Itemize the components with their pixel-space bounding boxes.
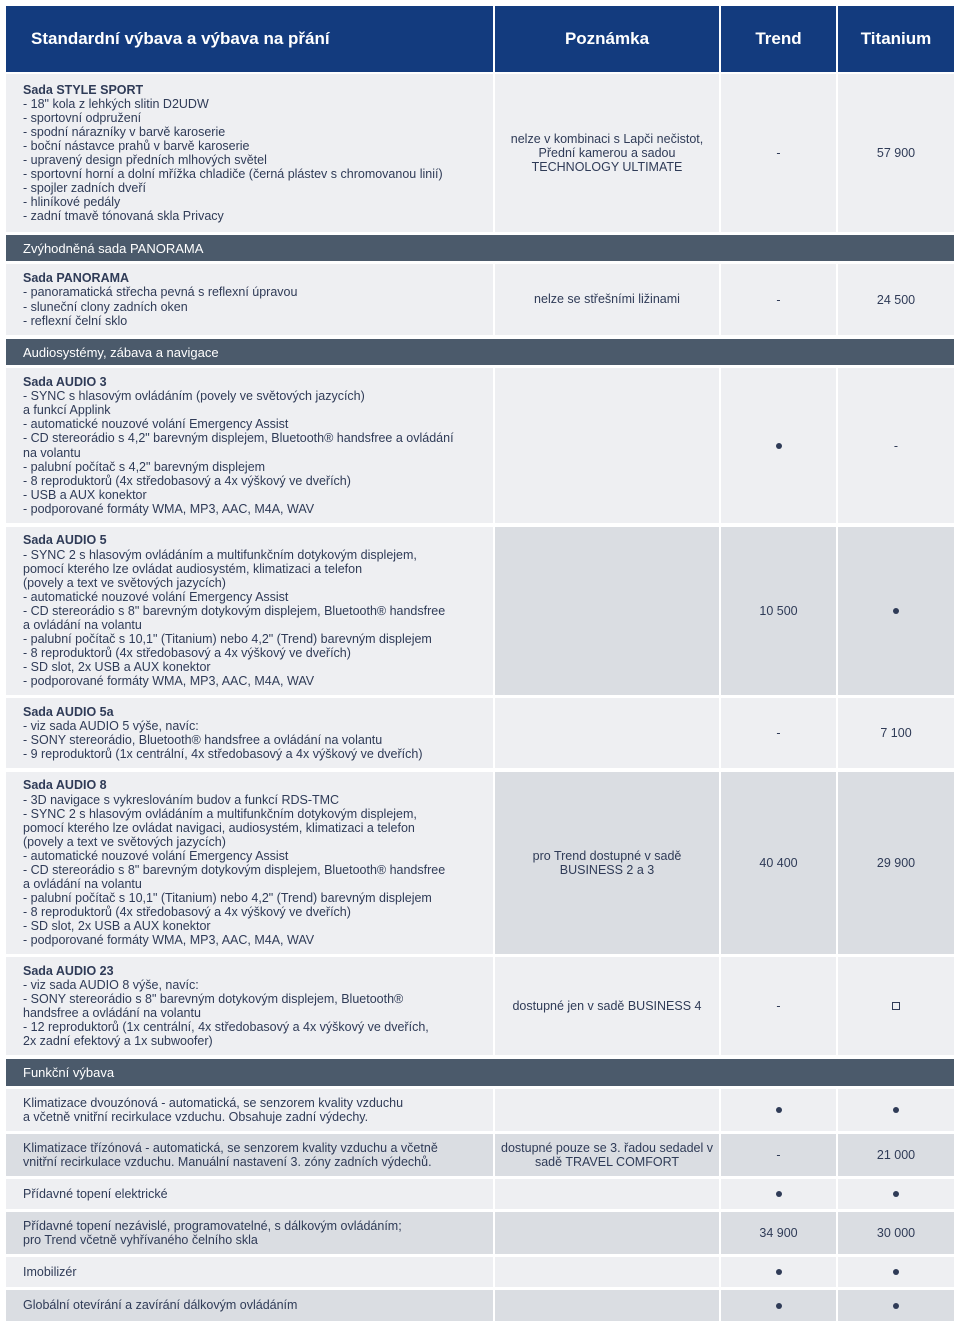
row-line: - viz sada AUDIO 8 výše, navíc: (23, 977, 199, 992)
standard-dot-icon (776, 1303, 782, 1309)
row-audio3-trend (721, 368, 836, 523)
standard-dot-icon (893, 1303, 899, 1309)
row-line: - CD stereorádio s 8" barevným dotykovým displejem, Bluetooth® handsfree (23, 603, 446, 618)
row-audio8-desc (6, 772, 493, 954)
row-title: Sada AUDIO 5a (23, 704, 114, 719)
row-line: Přídavné topení nezávislé, programovatelné, s dálkovým ovládáním; (23, 1218, 402, 1233)
row-line: a ovládání na volantu (23, 877, 142, 892)
row-line: Klimatizace dvouzónová - automatická, se senzorem kvality vzduchu (23, 1095, 404, 1110)
row-topeni-el-desc (6, 1179, 493, 1209)
row-line: - 12 reproduktorů (1x centrální, 4x středobasový a 4x výškový ve dveřích, (23, 1020, 429, 1035)
row-otevirani-note (495, 1290, 719, 1321)
row-line: - 8 reproduktorů (4x středobasový a 4x výškový ve dveřích) (23, 646, 351, 661)
row-klima3-trend: - (721, 1134, 836, 1176)
row-audio8-note: pro Trend dostupné v sadě BUSINESS 2 a 3 (495, 772, 719, 954)
row-line: - CD stereorádio s 4,2" barevným displejem, Bluetooth® handsfree a ovládání (23, 431, 454, 446)
row-klima3-note: dostupné pouze se 3. řadou sedadel v sadě TRAVEL COMFORT (495, 1134, 719, 1176)
row-topeni-el-titanium (838, 1179, 954, 1209)
option-box-icon (892, 1002, 900, 1010)
row-klima2-note (495, 1089, 719, 1131)
row-otevirani-trend (721, 1290, 836, 1321)
row-otevirani-desc (6, 1290, 493, 1321)
row-line: - sluneční clony zadních oken (23, 299, 188, 314)
row-line: Klimatizace třízónová - automatická, se senzorem kvality vzduchu a včetně (23, 1140, 438, 1155)
row-line: Globální otevírání a zavírání dálkovým ovládáním (23, 1298, 298, 1313)
row-audio3-titanium: - (838, 368, 954, 523)
section-panorama: Zvýhodněná sada PANORAMA (6, 235, 954, 261)
row-title: Sada AUDIO 23 (23, 963, 114, 978)
row-line: - CD stereorádio s 8" barevným dotykovým displejem, Bluetooth® handsfree (23, 863, 446, 877)
row-audio5a-note (495, 698, 719, 768)
row-panorama-desc (6, 264, 493, 335)
row-style-sport-desc (6, 74, 493, 232)
row-klima2-trend (721, 1089, 836, 1131)
row-line: vnitřní recirkulace vzduchu. Manuální nastavení 3. zóny zadních výdechů. (23, 1155, 432, 1169)
row-audio5-trend: 10 500 (721, 527, 836, 695)
row-audio5-desc (6, 527, 493, 695)
row-line: - palubní počítač s 10,1" (Titanium) nebo 4,2" (Trend) barevným displejem (23, 891, 432, 906)
row-line: - hliníkové pedály (23, 195, 121, 210)
row-audio23-titanium (838, 957, 954, 1055)
row-line: - 3D navigace s vykreslováním budov a funkcí RDS-TMC (23, 792, 340, 807)
standard-dot-icon (776, 1191, 782, 1197)
row-line: - 9 reproduktorů (1x centrální, 4x středobasový a 4x výškový ve dveřích) (23, 747, 423, 762)
standard-dot-icon (893, 1269, 899, 1275)
row-audio23-desc (6, 957, 493, 1055)
row-line: - 18" kola z lehkých slitin D2UDW (23, 96, 209, 111)
row-line: - sportovní odpružení (23, 110, 142, 125)
row-imobilizer-trend (721, 1257, 836, 1287)
row-line: a včetně vnitřní recirkulace vzduchu. Obsahuje zadní výdechy. (23, 1110, 369, 1124)
row-line: - viz sada AUDIO 5 výše, navíc: (23, 718, 199, 733)
row-line: - automatické nouzové volání Emergency Assist (23, 589, 289, 604)
row-line: - spojler zadních dveří (23, 181, 146, 196)
row-line: - upravený design předních mlhových světel (23, 153, 267, 167)
row-audio3-note (495, 368, 719, 523)
row-line: - automatické nouzové volání Emergency Assist (23, 417, 289, 432)
row-line: (povely a text ve světových jazycích) (23, 834, 226, 849)
row-panorama-note: nelze se střešními ližinami (495, 264, 719, 335)
row-style-sport-note: nelze v kombinaci s Lapči nečistot, Přední kamerou a sadou TECHNOLOGY ULTIMATE (495, 74, 719, 232)
row-topeni-el-note (495, 1179, 719, 1209)
row-klima3-desc (6, 1134, 493, 1176)
row-topeni-nez-titanium: 30 000 (838, 1212, 954, 1254)
row-imobilizer-titanium (838, 1257, 954, 1287)
row-line: na volantu (23, 445, 81, 460)
row-imobilizer-note (495, 1257, 719, 1287)
row-klima2-desc (6, 1089, 493, 1131)
row-line: handsfree a ovládání na volantu (23, 1006, 201, 1020)
row-topeni-el-trend (721, 1179, 836, 1209)
row-klima2-titanium (838, 1089, 954, 1131)
row-line: (povely a text ve světových jazycích) (23, 575, 226, 590)
standard-dot-icon (776, 443, 782, 449)
row-line: - zadní tmavě tónovaná skla Privacy (23, 209, 224, 224)
row-line: - palubní počítač s 10,1" (Titanium) nebo 4,2" (Trend) barevným displejem (23, 632, 432, 647)
section-funkcni: Funkční výbava (6, 1059, 954, 1086)
row-panorama-titanium: 24 500 (838, 264, 954, 335)
row-title: Sada STYLE SPORT (23, 82, 144, 97)
row-line: pomocí kterého lze ovládat audiosystém, klimatizaci a telefon (23, 561, 363, 576)
header-trend: Trend (721, 6, 836, 72)
row-line: pomocí kterého lze ovládat navigaci, audiosystém, klimatizaci a telefon (23, 820, 415, 835)
row-audio8-trend: 40 400 (721, 772, 836, 954)
row-line: 2x zadní efektový a 1x subwoofer) (23, 1034, 213, 1049)
row-line: - podporované formáty WMA, MP3, AAC, M4A, WAV (23, 674, 315, 689)
row-audio5-note (495, 527, 719, 695)
row-title: Sada PANORAMA (23, 271, 130, 286)
row-audio5a-desc (6, 698, 493, 768)
header-note: Poznámka (495, 6, 719, 72)
row-line: - reflexní čelní sklo (23, 313, 128, 328)
row-audio5a-trend: - (721, 698, 836, 768)
row-klima3-titanium: 21 000 (838, 1134, 954, 1176)
row-title: Sada AUDIO 5 (23, 533, 107, 548)
header-titanium: Titanium (838, 6, 954, 72)
row-line: Imobilizér (23, 1264, 77, 1279)
row-audio8-titanium: 29 900 (838, 772, 954, 954)
row-line: - spodní nárazníky v barvě karoserie (23, 124, 226, 139)
row-line: - SONY stereorádio s 8" barevným dotykovým displejem, Bluetooth® (23, 991, 404, 1006)
row-topeni-nez-trend: 34 900 (721, 1212, 836, 1254)
standard-dot-icon (893, 1107, 899, 1113)
row-audio23-note: dostupné jen v sadě BUSINESS 4 (495, 957, 719, 1055)
standard-dot-icon (776, 1107, 782, 1113)
row-line: - SD slot, 2x USB a AUX konektor (23, 919, 211, 934)
row-line: - SONY stereorádio, Bluetooth® handsfree a ovládání na volantu (23, 733, 383, 747)
row-style-sport-trend: - (721, 74, 836, 232)
row-line: pro Trend včetně vyhřívaného čelního skla (23, 1233, 258, 1247)
row-otevirani-titanium (838, 1290, 954, 1321)
row-panorama-trend: - (721, 264, 836, 335)
row-line: - 8 reproduktorů (4x středobasový a 4x výškový ve dveřích) (23, 905, 351, 920)
row-topeni-nez-note (495, 1212, 719, 1254)
row-line: - palubní počítač s 4,2" barevným displejem (23, 459, 266, 474)
row-style-sport-titanium: 57 900 (838, 74, 954, 232)
row-audio5-titanium (838, 527, 954, 695)
row-title: Sada AUDIO 8 (23, 778, 107, 793)
row-line: - podporované formáty WMA, MP3, AAC, M4A, WAV (23, 501, 315, 516)
standard-dot-icon (893, 1191, 899, 1197)
row-line: - sportovní horní a dolní mřížka chladiče (černá plástev s chromovanou linií) (23, 167, 443, 182)
row-line: - SYNC s hlasovým ovládáním (povely ve světových jazycích) (23, 389, 365, 404)
header-desc: Standardní výbava a výbava na přání (6, 6, 493, 72)
row-audio23-trend: - (721, 957, 836, 1055)
standard-dot-icon (893, 608, 899, 614)
row-line: a ovládání na volantu (23, 618, 142, 633)
row-line: - 8 reproduktorů (4x středobasový a 4x výškový ve dveřích) (23, 473, 351, 488)
row-topeni-nez-desc (6, 1212, 493, 1254)
row-audio5a-titanium: 7 100 (838, 698, 954, 768)
row-line: - automatické nouzové volání Emergency Assist (23, 848, 289, 863)
standard-dot-icon (776, 1269, 782, 1275)
row-line: - podporované formáty WMA, MP3, AAC, M4A, WAV (23, 933, 315, 948)
section-audio: Audiosystémy, zábava a navigace (6, 339, 954, 365)
row-line: - SYNC 2 s hlasovým ovládáním a multifunkčním dotykovým displejem, (23, 547, 417, 562)
row-line: Přídavné topení elektrické (23, 1186, 168, 1201)
row-line: a funkcí Applink (23, 403, 111, 418)
row-line: - SD slot, 2x USB a AUX konektor (23, 660, 211, 675)
row-imobilizer-desc (6, 1257, 493, 1287)
row-line: - panoramatická střecha pevná s reflexní úpravou (23, 285, 298, 300)
row-title: Sada AUDIO 3 (23, 375, 107, 390)
row-line: - boční nástavce prahů v barvě karoserie (23, 138, 250, 153)
row-audio3-desc (6, 368, 493, 523)
row-line: - USB a AUX konektor (23, 487, 147, 502)
row-line: - SYNC 2 s hlasovým ovládáním a multifunkčním dotykovým displejem, (23, 806, 417, 821)
